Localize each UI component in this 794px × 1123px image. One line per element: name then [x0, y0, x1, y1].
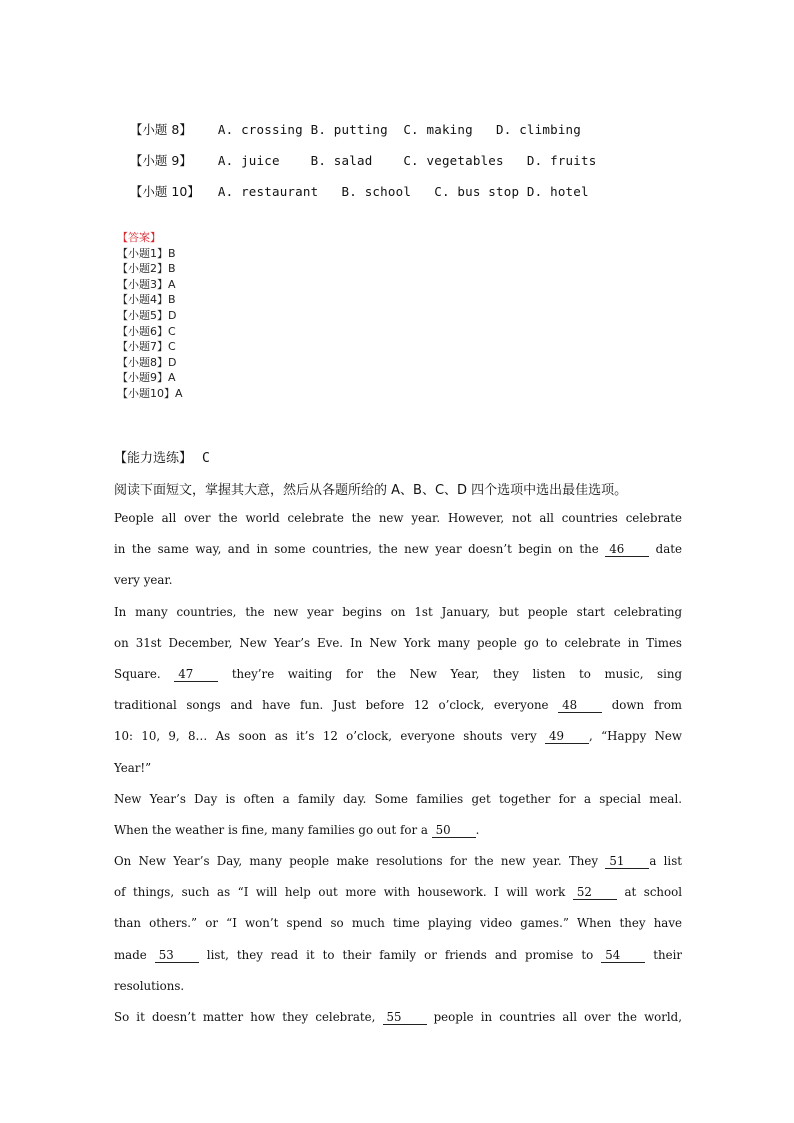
blank-47: 47: [174, 667, 218, 682]
passage-line: When the weather is fine, many families go out for a 50 .: [114, 822, 480, 837]
answer-item: 【小题8】D: [117, 355, 177, 369]
section-code: C: [202, 451, 210, 466]
blank-50: 50: [432, 823, 476, 838]
answer-item: 【小题10】A: [117, 386, 183, 400]
question-options: A. crossing B. putting C. making D. climbing: [217, 122, 582, 137]
passage-line: Square. 47 they’re waiting for the New Year, they listen to music, sing: [114, 666, 683, 681]
passage-line: very year.: [114, 573, 173, 588]
blank-52: 52: [573, 885, 617, 900]
question-options: A. juice B. salad C. vegetables D. fruits: [217, 153, 597, 168]
passage-line: on 31st December, New Year’s Eve. In New York many people go to celebrate in Times: [114, 635, 682, 650]
passage-line: made 53 list, they read it to their family or friends and promise to 54 their: [114, 947, 682, 962]
passage-line: Year!”: [114, 760, 152, 775]
passage-line: traditional songs and have fun. Just before 12 o’clock, everyone 48 down from: [114, 698, 682, 713]
answer-item: 【小题5】D: [117, 308, 177, 322]
section-title: 【能力选练】: [114, 451, 193, 466]
passage-line: So it doesn’t matter how they celebrate, 55 people in countries all over the world,: [114, 1010, 682, 1024]
instructions: 阅读下面短文，掌握其大意，然后从各题所给的 A、B、C、D 四个选项中选出最佳选项。: [114, 483, 628, 498]
answer-item: 【小题9】A: [117, 371, 176, 385]
blank-55: 55: [383, 1010, 427, 1025]
question-options: A. restaurant B. school C. bus stop D. hotel: [217, 184, 589, 199]
question-label: 【小题 10】: [129, 184, 200, 199]
passage-line: resolutions.: [114, 978, 185, 993]
passage-line: than others.” or “I won’t spend so much time playing video games.” When they have: [114, 916, 682, 931]
passage-line: People all over the world celebrate the new year. However, not all countries celebrate: [114, 511, 682, 525]
answer-title: 【答案】: [117, 231, 161, 244]
answer-item: 【小题1】B: [117, 246, 176, 260]
answer-key: [117, 230, 183, 402]
passage-line: New Year’s Day is often a family day. Some families get together for a special meal.: [114, 791, 682, 806]
question-label: 【小题 8】: [129, 122, 192, 137]
blank-53: 53: [155, 948, 199, 963]
passage-line: in the same way, and in some countries, the new year doesn’t begin on the 46 date: [114, 542, 682, 557]
answer-item: 【小题2】B: [117, 262, 176, 276]
answer-item: 【小题4】B: [117, 293, 176, 307]
passage-line: 10: 10, 9, 8… As soon as it’s 12 o’clock, everyone shouts very 49 , “Happy New: [114, 729, 682, 744]
reading-passage: [114, 508, 682, 1038]
answer-item: 【小题3】A: [117, 277, 176, 291]
blank-54: 54: [601, 948, 645, 963]
answer-item: 【小题7】C: [117, 340, 176, 354]
blank-46: 46: [605, 542, 649, 557]
blank-48: 48: [558, 698, 602, 713]
section-heading: [114, 447, 210, 466]
answer-item: 【小题6】C: [117, 324, 176, 338]
question-10: [114, 167, 589, 215]
blank-51: 51: [605, 854, 649, 869]
question-label: 【小题 9】: [129, 153, 192, 168]
passage-line: of things, such as “I will help out more with housework. I will work 52 at school: [114, 885, 683, 900]
passage-line: In many countries, the new year begins on 1st January, but people start celebrating: [114, 604, 682, 619]
blank-49: 49: [545, 729, 589, 744]
passage-line: On New Year’s Day, many people make resolutions for the new year. They 51 a list: [114, 854, 683, 869]
